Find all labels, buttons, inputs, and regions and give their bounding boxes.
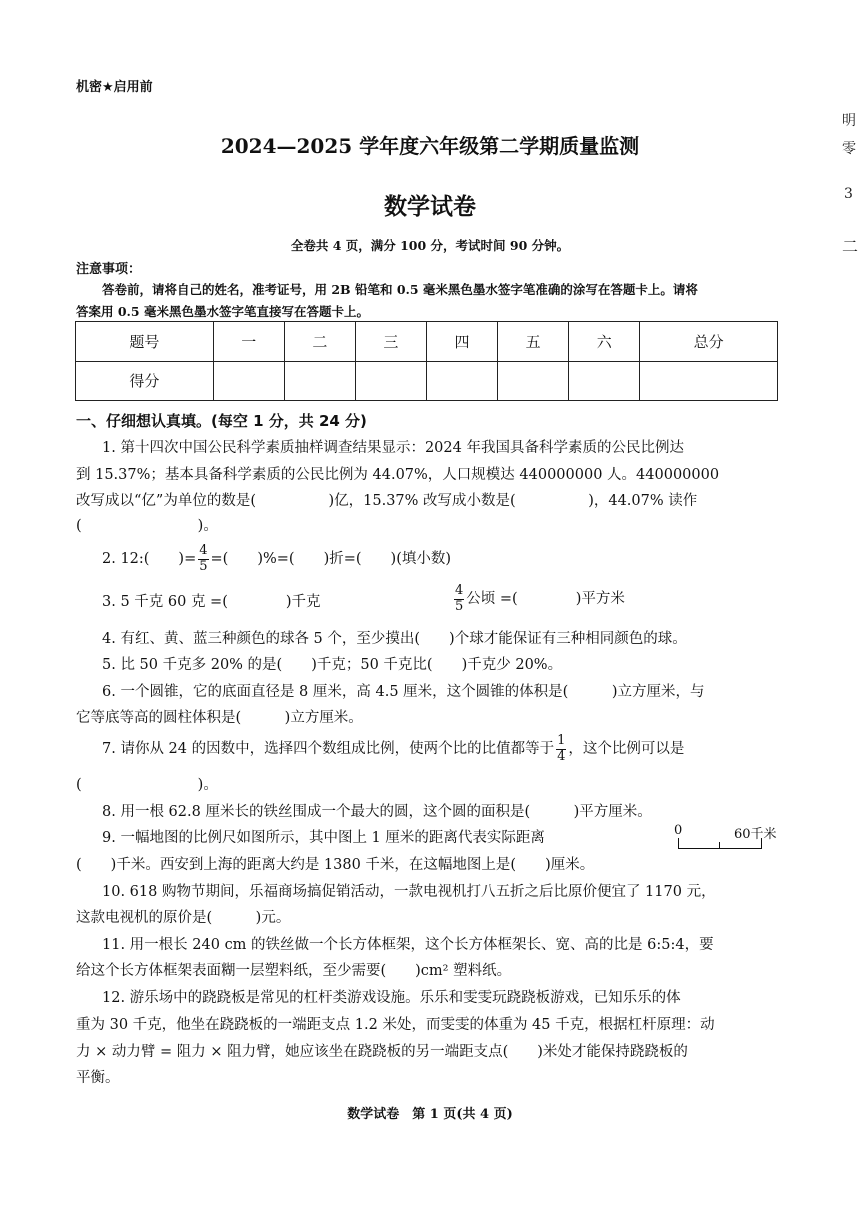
fraction-denominator: 5 xyxy=(199,558,208,574)
question-5: 5. 比 50 千克多 20% 的是( )千克；50 千克比( )千克少 20%。 xyxy=(102,657,563,673)
fraction-1-4 xyxy=(556,734,566,764)
question-6-line-1: 6. 一个圆锥，它的底面直径是 8 厘米，高 4.5 厘米，这个圆锥的体积是( )立方厘米，与 xyxy=(102,684,705,700)
score-cell[interactable] xyxy=(498,361,569,401)
section-1-heading: 一、仔细想认真填。(每空 1 分，共 24 分) xyxy=(76,412,367,430)
question-12-line-2: 重为 30 千克，他坐在跷跷板的一端距支点 1.2 米处，而雯雯的体重为 45 千克，根据杠杆原理：动 xyxy=(76,1017,715,1033)
score-table xyxy=(75,321,778,401)
score-cell[interactable] xyxy=(355,361,426,401)
score-table-score-row xyxy=(76,361,778,401)
question-1-line-4: ( )。 xyxy=(76,518,218,534)
score-header-cell: 二 xyxy=(284,322,355,362)
page-footer: 数学试卷 第 1 页(共 4 页) xyxy=(347,1107,513,1122)
question-12-line-1: 12. 游乐场中的跷跷板是常见的杠杆类游戏设施。乐乐和雯雯玩跷跷板游戏，已知乐乐的体 xyxy=(102,990,681,1006)
score-cell[interactable] xyxy=(213,361,284,401)
margin-text-1: 明 xyxy=(842,113,856,129)
question-1-line-2: 到 15.37%；基本具备科学素质的公民比例为 44.07%，人口规模达 440000000 人。440000000 xyxy=(76,467,720,483)
notice-heading: 注意事项： xyxy=(76,262,142,277)
question-4: 4. 有红、黄、蓝三种颜色的球各 5 个，至少摸出( )个球才能保证有三种相同颜色的球。 xyxy=(102,631,687,647)
question-12-line-3: 力 × 动力臂 = 阻力 × 阻力臂，她应该坐在跷跷板的另一端距支点( )米处才能保持跷跷板的 xyxy=(76,1044,688,1060)
score-header-cell: 六 xyxy=(569,322,640,362)
question-8: 8. 用一根 62.8 厘米长的铁丝围成一个最大的圆，这个圆的面积是( )平方厘米。 xyxy=(102,804,652,820)
question-7-line-2: ( )。 xyxy=(76,777,218,793)
score-row-label: 得分 xyxy=(76,361,214,401)
question-10-line-1: 10. 618 购物节期间，乐福商场搞促销活动，一款电视机打八五折之后比原价便宜了 1170 元， xyxy=(102,884,716,900)
question-2 xyxy=(102,540,451,578)
margin-text-2: 零 xyxy=(842,141,856,157)
scale-tick xyxy=(719,842,720,848)
score-header-cell: 一 xyxy=(213,322,284,362)
question-3-part-b-text: 公顷 =( )平方米 xyxy=(466,591,625,607)
margin-text-4: 二 xyxy=(842,237,859,256)
question-2-prefix: 2. 12:( )= xyxy=(102,551,197,567)
map-scale-bar xyxy=(678,838,762,849)
scale-distance-label: 60千米 xyxy=(734,827,777,842)
score-cell[interactable] xyxy=(569,361,640,401)
subject-title: 数学试卷 xyxy=(384,194,476,220)
score-cell[interactable] xyxy=(426,361,497,401)
notice-line-2: 答案用 0.5 毫米黑色墨水签字笔直接写在答题卡上。 xyxy=(76,304,369,319)
fraction-numerator: 4 xyxy=(455,583,464,599)
fraction-denominator: 5 xyxy=(455,598,464,614)
confidential-label: 机密★启用前 xyxy=(76,80,153,95)
notice-line-1: 答卷前，请将自己的姓名，准考证号，用 2B 铅笔和 0.5 毫米黑色墨水签字笔准确的涂写在答题卡上。请将 xyxy=(102,282,698,297)
fraction-4-5 xyxy=(198,544,208,574)
exam-title: 2024—2025 学年度六年级第二学期质量监测 xyxy=(220,134,640,158)
score-header-cell: 三 xyxy=(355,322,426,362)
exam-info: 全卷共 4 页，满分 100 分，考试时间 90 分钟。 xyxy=(290,238,570,253)
fraction-4-5 xyxy=(454,584,464,614)
fraction-numerator: 4 xyxy=(199,543,208,559)
question-2-suffix: =( )%=( )折=( )(填小数) xyxy=(210,551,452,567)
question-11-line-2: 给这个长方体框架表面糊一层塑料纸，至少需要( )cm² 塑料纸。 xyxy=(76,963,512,979)
fraction-denominator: 4 xyxy=(557,748,566,764)
fraction-numerator: 1 xyxy=(557,733,566,749)
question-11-line-1: 11. 用一根长 240 cm 的铁丝做一个长方体框架，这个长方体框架长、宽、高的比是 6:5:4，要 xyxy=(102,937,714,953)
question-7-prefix: 7. 请你从 24 的因数中，选择四个数组成比例，使两个比的比值都等于 xyxy=(102,741,555,757)
score-header-cell: 五 xyxy=(498,322,569,362)
score-header-cell: 四 xyxy=(426,322,497,362)
question-6-line-2: 它等底等高的圆柱体积是( )立方厘米。 xyxy=(76,710,363,726)
question-9-line-2: ( )千米。西安到上海的距离大约是 1380 千米，在这幅地图上是( )厘米。 xyxy=(76,857,595,873)
score-table-header-row xyxy=(76,322,778,362)
scale-zero-label: 0 xyxy=(674,823,683,838)
question-1-line-3: 改写成以“亿”为单位的数是( )亿，15.37% 改写成小数是( )，44.07% 读作 xyxy=(76,493,698,509)
score-header-cell: 题号 xyxy=(76,322,214,362)
margin-text-3: 3 xyxy=(844,186,853,202)
question-12-line-4: 平衡。 xyxy=(76,1070,120,1086)
score-cell[interactable] xyxy=(640,361,778,401)
question-7 xyxy=(102,730,684,768)
question-1-line-1: 1. 第十四次中国公民科学素质抽样调查结果显示：2024 年我国具备科学素质的公民比例达 xyxy=(102,440,684,456)
question-3-part-a: 3. 5 千克 60 克 =( )千克 xyxy=(102,594,321,610)
question-3-part-b xyxy=(452,580,625,618)
score-cell[interactable] xyxy=(284,361,355,401)
question-9-line-1: 9. 一幅地图的比例尺如图所示，其中图上 1 厘米的距离代表实际距离 xyxy=(102,830,545,846)
question-7-suffix: ，这个比例可以是 xyxy=(568,741,685,757)
score-header-cell: 总分 xyxy=(640,322,778,362)
question-10-line-2: 这款电视机的原价是( )元。 xyxy=(76,910,291,926)
